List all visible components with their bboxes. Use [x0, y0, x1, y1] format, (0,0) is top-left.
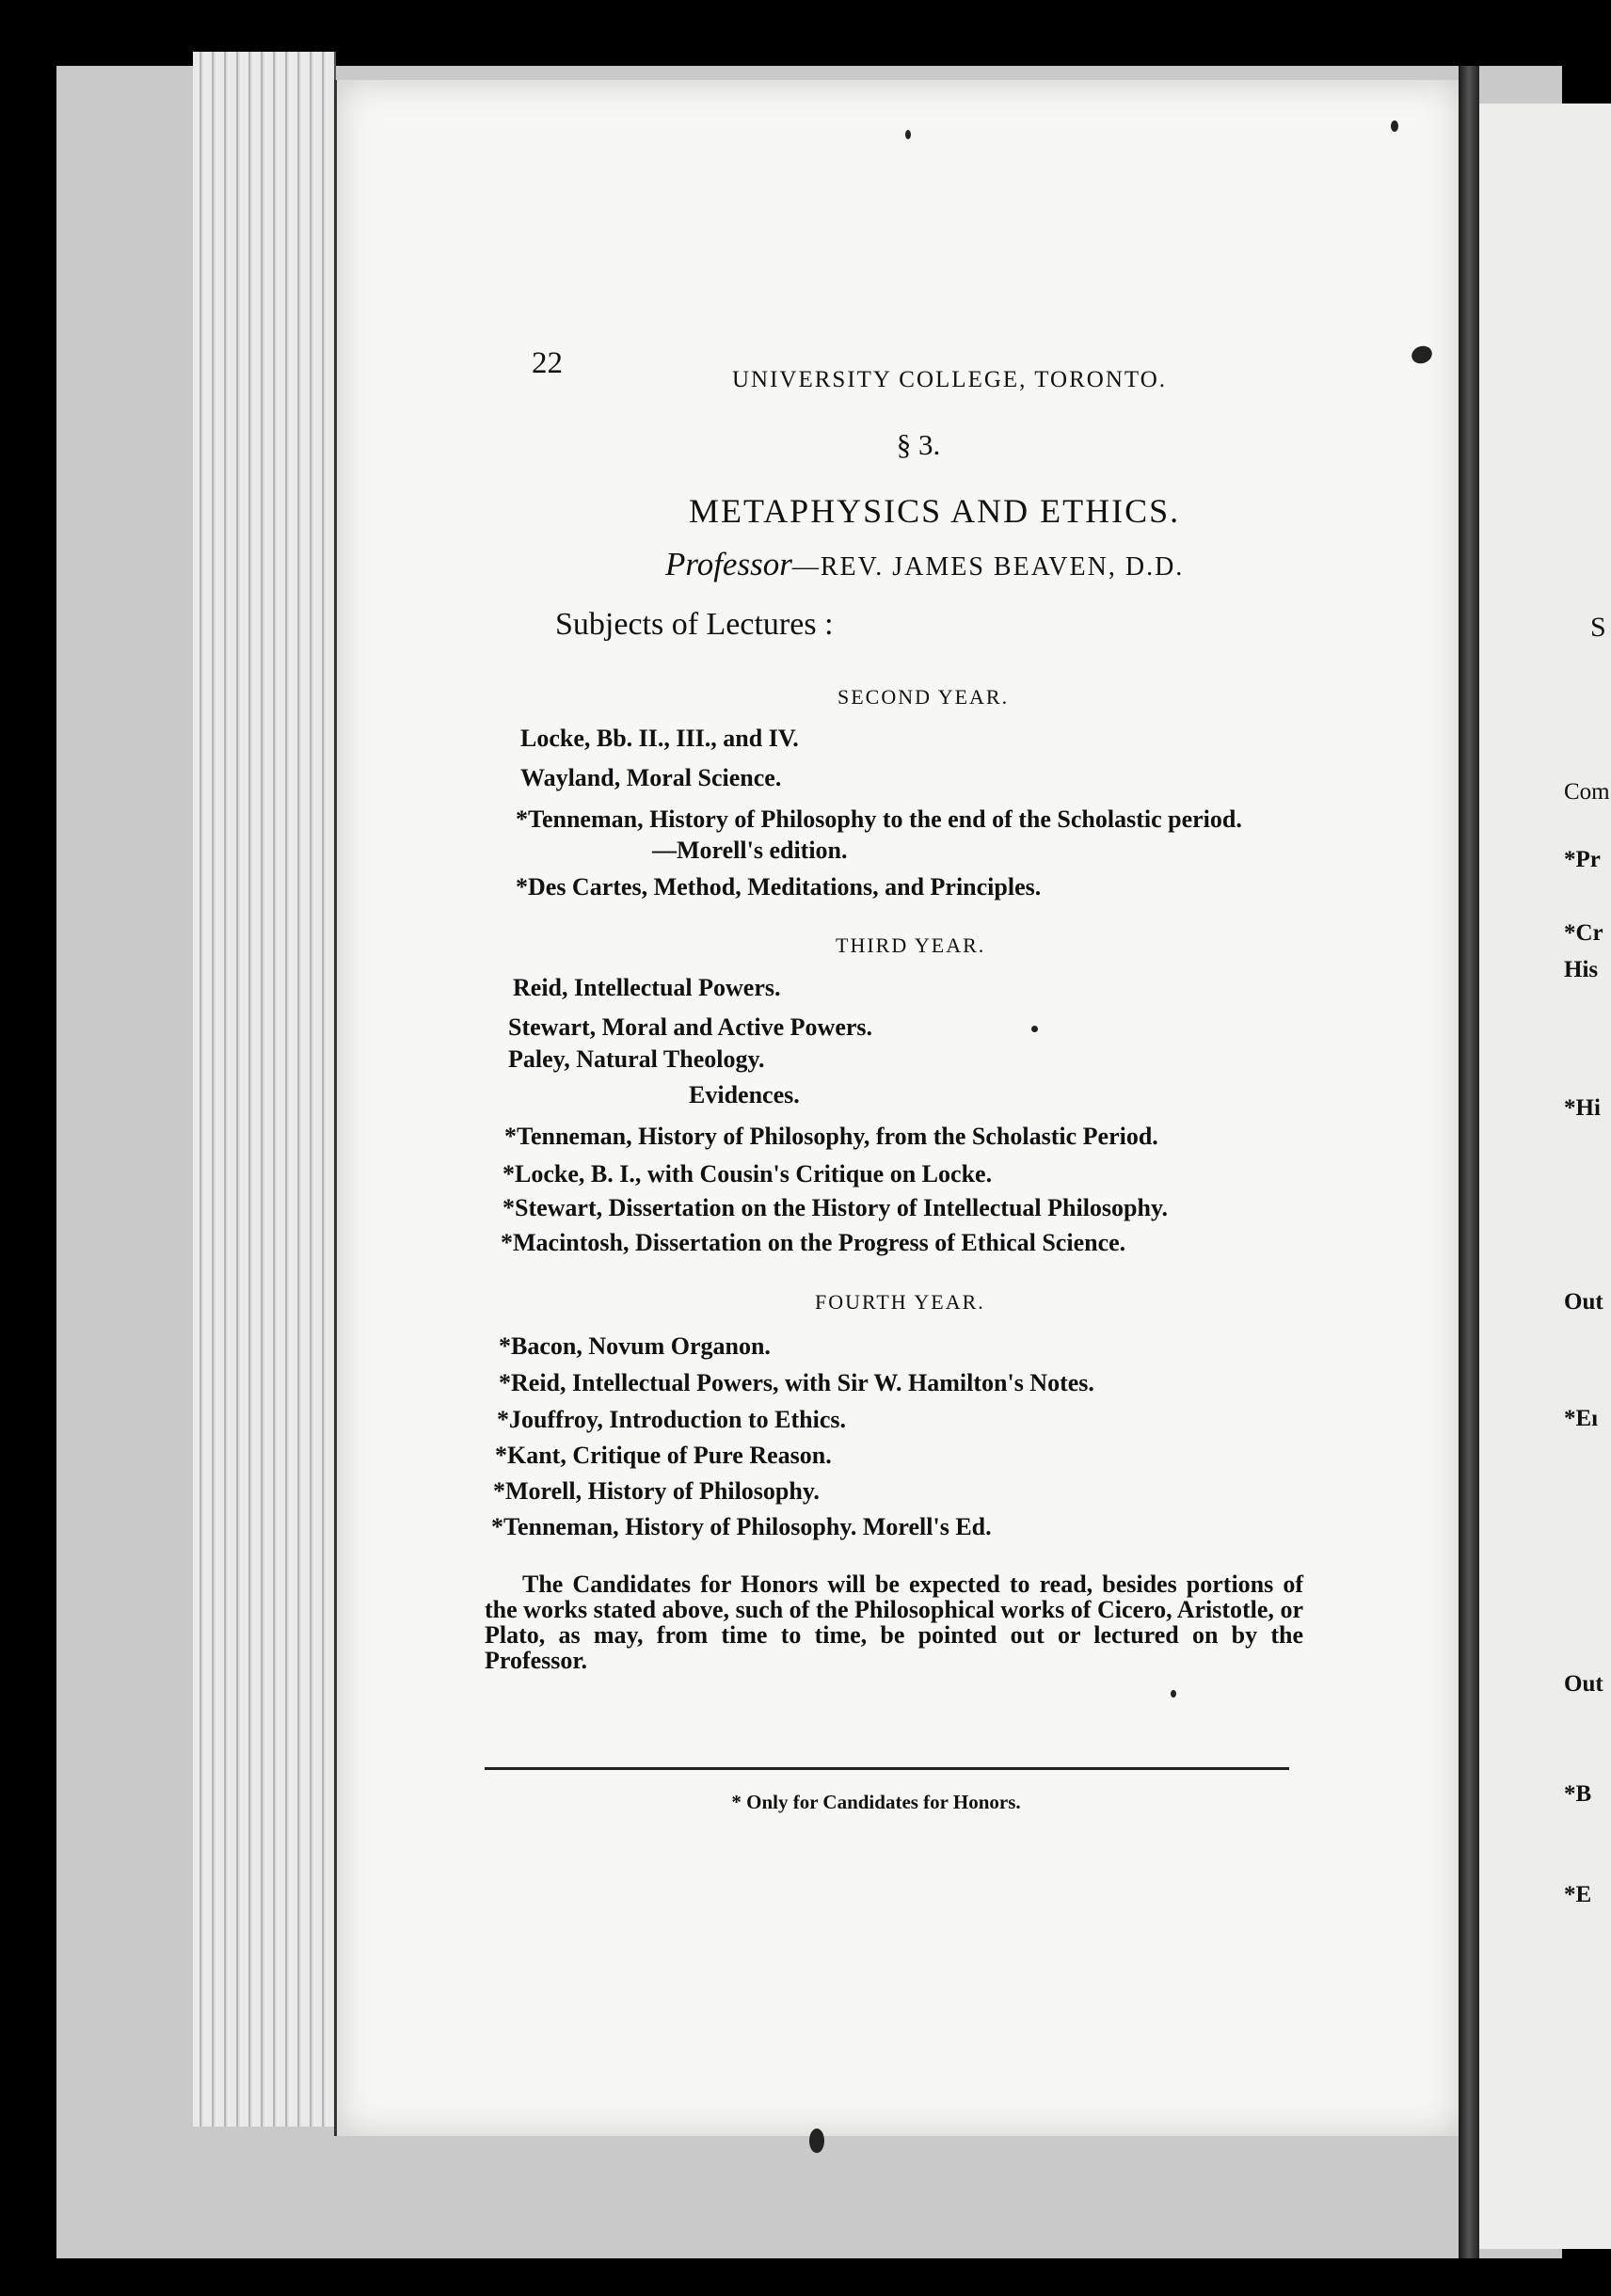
list-item: —Morell's edition. [652, 837, 848, 864]
section-title: METAPHYSICS AND ETHICS. [689, 492, 1181, 530]
subjects-heading: Subjects of Lectures : [555, 607, 834, 642]
page-number: 22 [532, 346, 563, 380]
list-item: Wayland, Moral Science. [520, 764, 782, 791]
list-item: *Kant, Critique of Pure Reason. [495, 1442, 832, 1469]
list-item: *Tenneman, History of Philosophy, from the Scholastic Period. [504, 1123, 1158, 1150]
list-item: *Jouffroy, Introduction to Ethics. [497, 1406, 847, 1433]
facing-fragment: *E [1564, 1882, 1592, 1907]
facing-fragment: His [1564, 957, 1599, 982]
facing-fragment: *Eı [1564, 1406, 1599, 1431]
footnote: * Only for Candidates for Honors. [731, 1791, 1021, 1813]
section-number: § 3. [896, 428, 941, 461]
list-item: *Morell, History of Philosophy. [493, 1477, 820, 1505]
scan-speck [809, 2129, 824, 2153]
book-gutter [1459, 66, 1479, 2258]
scan-speck [1171, 1690, 1176, 1698]
facing-fragment: S [1590, 612, 1606, 643]
year-heading: FOURTH YEAR. [815, 1290, 985, 1314]
facing-fragment: Com [1564, 779, 1610, 805]
facing-fragment: Out [1564, 1289, 1603, 1315]
honors-paragraph: The Candidates for Honors will be expected to read, besides portions of the works stated above, such of the Philosophical works of Cicero, Aristotle, or Plato, as may, from time to time, be pointed out or lectured on by the Professor. [485, 1571, 1303, 1674]
facing-page [1479, 104, 1611, 2249]
professor-line [665, 546, 1184, 583]
list-item: *Des Cartes, Method, Meditations, and Principles. [516, 873, 1042, 901]
scan-speck [1391, 120, 1398, 132]
professor-label: Professor [665, 546, 792, 582]
page-edges [193, 52, 336, 2127]
list-item: *Stewart, Dissertation on the History of Intellectual Philosophy. [502, 1194, 1169, 1221]
scan-speck [905, 130, 911, 139]
list-item: Reid, Intellectual Powers. [513, 974, 781, 1001]
scan-speck [1031, 1026, 1038, 1032]
list-item: *Reid, Intellectual Powers, with Sir W. Hamilton's Notes. [499, 1369, 1094, 1396]
running-head: UNIVERSITY COLLEGE, TORONTO. [732, 367, 1168, 392]
list-item: Stewart, Moral and Active Powers. [508, 1013, 873, 1041]
list-item: *Tenneman, History of Philosophy to the end of the Scholastic period. [516, 805, 1242, 833]
facing-fragment: *Cr [1564, 920, 1603, 946]
list-item: Paley, Natural Theology. [508, 1045, 765, 1073]
facing-fragment: Out [1564, 1671, 1603, 1697]
footnote-rule [485, 1767, 1289, 1770]
professor-name: —REV. JAMES BEAVEN, D.D. [791, 552, 1185, 582]
list-item: *Bacon, Novum Organon. [499, 1332, 771, 1360]
list-item: *Macintosh, Dissertation on the Progress of Ethical Science. [501, 1229, 1126, 1256]
facing-fragment: *Pr [1564, 847, 1601, 872]
list-item: *Tenneman, History of Philosophy. Morell's Ed. [491, 1513, 992, 1540]
year-heading: SECOND YEAR. [837, 685, 1010, 709]
list-item: Locke, Bb. II., III., and IV. [520, 725, 799, 752]
facing-fragment: *B [1564, 1781, 1592, 1807]
facing-fragment: *Hi [1564, 1095, 1601, 1121]
year-heading: THIRD YEAR. [836, 933, 986, 957]
list-item: *Locke, B. I., with Cousin's Critique on Locke. [502, 1160, 993, 1188]
list-item: Evidences. [689, 1081, 800, 1108]
